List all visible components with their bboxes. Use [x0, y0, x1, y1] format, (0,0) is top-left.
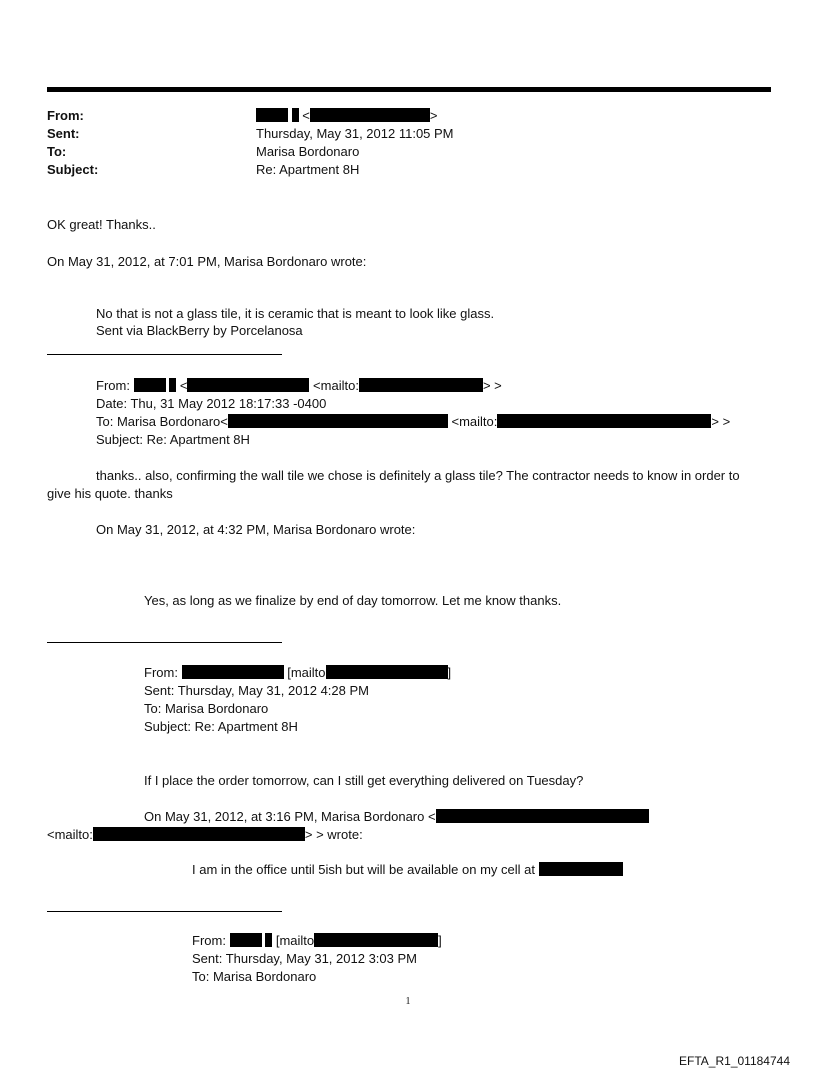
to-mailto: <mailto:: [451, 414, 498, 429]
body-line: thanks.. also, confirming the wall tile we chose is definitely a glass tile? The contractor needs to know in order to: [96, 468, 740, 483]
from-mailto: <mailto:: [313, 378, 359, 393]
body-line: OK great! Thanks..: [47, 217, 156, 232]
sent-label: Sent:: [47, 126, 80, 141]
from-prefix: From:: [192, 933, 226, 948]
to-value: Marisa Bordonaro: [256, 144, 360, 159]
quote-to: [96, 414, 730, 430]
quote-from: [96, 378, 502, 394]
from-gt: >: [429, 108, 438, 123]
redaction-box: [187, 378, 309, 392]
quote-subject: Subject: Re: Apartment 8H: [96, 432, 250, 447]
quote-from: [192, 933, 442, 949]
quote-sent: Sent: Thursday, May 31, 2012 4:28 PM: [144, 683, 369, 698]
quote-line: Sent via BlackBerry by Porcelanosa: [96, 323, 303, 338]
redaction-box: [326, 665, 448, 679]
redaction-box: [182, 665, 284, 679]
quote-to: To: Marisa Bordonaro: [144, 701, 269, 716]
quote-from: [144, 665, 451, 681]
header-rule: [47, 87, 771, 92]
redaction-box: [497, 414, 711, 428]
page-number: 1: [405, 996, 411, 1007]
from-prefix: From:: [96, 378, 130, 393]
quote-line: [192, 862, 623, 878]
quote-to: To: Marisa Bordonaro: [192, 969, 317, 984]
redaction-box: [256, 108, 288, 122]
redaction-box: [292, 108, 299, 122]
wrote-mailto: <mailto:: [47, 827, 93, 842]
separator-line: [47, 911, 282, 912]
body-line: On May 31, 2012, at 7:01 PM, Marisa Bordonaro wrote:: [47, 254, 367, 269]
quote-date: Date: Thu, 31 May 2012 18:17:33 -0400: [96, 396, 327, 411]
wrote-line: On May 31, 2012, at 4:32 PM, Marisa Bordonaro wrote:: [96, 522, 416, 537]
body-line: give his quote. thanks: [47, 486, 173, 501]
wrote-text: On May 31, 2012, at 3:16 PM, Marisa Bordonaro <: [144, 809, 436, 824]
from-end: > >: [482, 378, 502, 393]
wrote-line: [144, 809, 649, 825]
quote-line: Yes, as long as we finalize by end of day tomorrow. Let me know thanks.: [144, 593, 562, 608]
from-lt: <: [179, 378, 188, 393]
from-prefix: From:: [144, 665, 178, 680]
from-end: ]: [447, 665, 452, 680]
redaction-box: [134, 378, 166, 392]
to-end: > >: [711, 414, 731, 429]
redaction-box: [310, 108, 430, 122]
sent-value: Thursday, May 31, 2012 11:05 PM: [256, 126, 454, 141]
redaction-box: [228, 414, 448, 428]
from-mailto: [mailto: [287, 665, 326, 680]
from-value: [256, 108, 437, 124]
redaction-box: [539, 862, 623, 876]
redaction-box: [169, 378, 176, 392]
redaction-box: [265, 933, 272, 947]
quote-line: No that is not a glass tile, it is ceramic that is meant to look like glass.: [96, 306, 495, 321]
wrote-end: > > wrote:: [304, 827, 363, 842]
from-label: From:: [47, 108, 84, 123]
wrote-line: [47, 827, 363, 843]
quote-sent: Sent: Thursday, May 31, 2012 3:03 PM: [192, 951, 417, 966]
redaction-box: [230, 933, 262, 947]
from-lt: <: [302, 108, 310, 123]
subject-label: Subject:: [47, 162, 99, 177]
from-end: ]: [438, 933, 442, 948]
separator-line: [47, 354, 282, 355]
to-label: To:: [47, 144, 67, 159]
redaction-box: [93, 827, 305, 841]
quote-subject: Subject: Re: Apartment 8H: [144, 719, 298, 734]
separator-line: [47, 642, 282, 643]
quote-text: I am in the office until 5ish but will be available on my cell at: [192, 862, 535, 877]
to-prefix: To: Marisa Bordonaro<: [96, 414, 228, 429]
redaction-box: [314, 933, 438, 947]
redaction-box: [436, 809, 649, 823]
document-id: EFTA_R1_01184744: [679, 1054, 790, 1068]
from-mailto: [mailto: [275, 933, 315, 948]
redaction-box: [359, 378, 483, 392]
subject-value: Re: Apartment 8H: [256, 162, 360, 177]
body-line: If I place the order tomorrow, can I still get everything delivered on Tuesday?: [144, 773, 584, 788]
